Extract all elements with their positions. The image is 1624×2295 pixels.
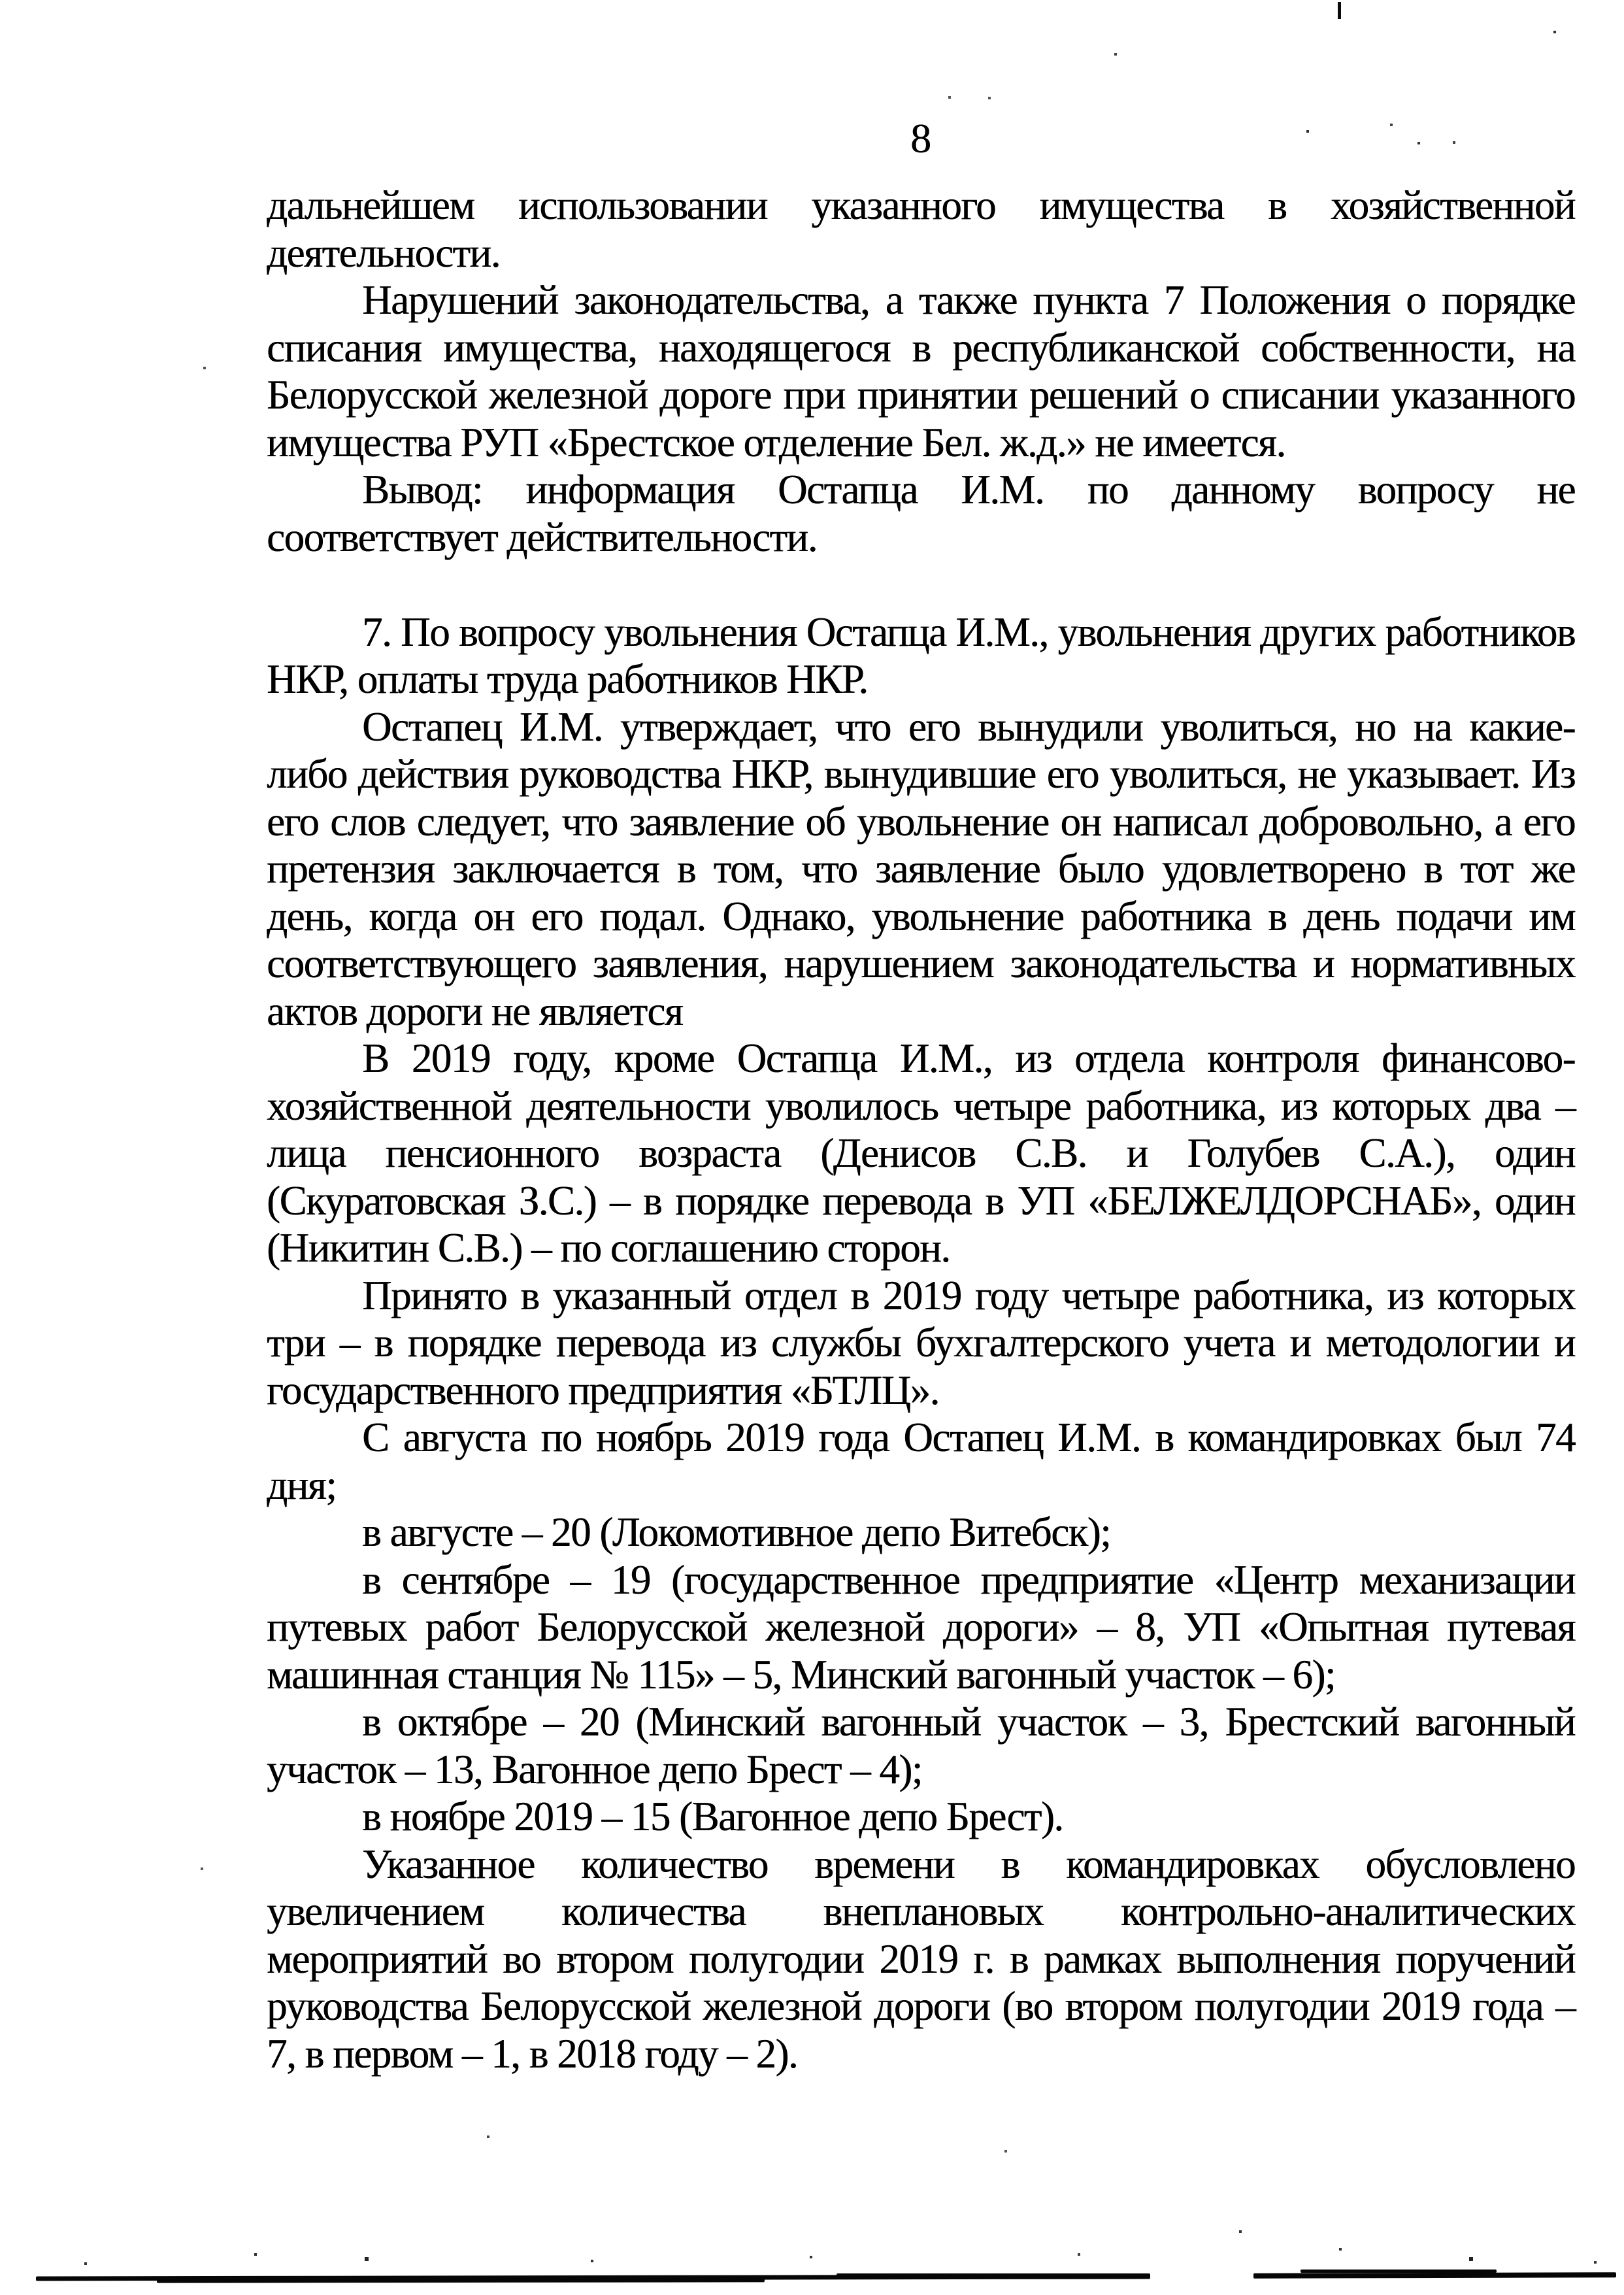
scan-artifact-bottom-line: [837, 2273, 1150, 2277]
paragraph: дальнейшем использовании указанного имущества в хозяйственной деятельности.: [267, 182, 1575, 276]
scan-artifact-speckles: [0, 0, 1, 1]
paragraph: в октябре – 20 (Минский вагонный участок – 3, Брестский вагонный участок – 13, Вагонное депо Брест – 4);: [267, 1699, 1575, 1792]
paragraph: Нарушений законодательства, а также пункта 7 Положения о порядке списания имущества, находящегося в республиканской собственности, на Белорусской железной дороге при принятии решений о списании указанного имущества РУП «Брестское отделение Бел. ж.д.» не имеется.: [267, 277, 1575, 465]
paragraph: в сентябре – 19 (государственное предприятие «Центр механизации путевых работ Белорусской железной дороги» – 8, УП «Опытная путевая машинная станция № 115» – 5, Минский вагонный участок – 6);: [267, 1556, 1575, 1698]
scan-artifact-tick: [1338, 2, 1341, 19]
paragraph: в ноябре 2019 – 15 (Вагонное депо Брест).: [362, 1794, 1063, 1839]
paragraph: Вывод: информация Остапца И.М. по данному вопросу не соответствует действительности.: [267, 467, 1575, 560]
paragraph: Указанное количество времени в командировках обусловлено увеличением количества внеплановых контрольно-аналитических мероприятий во втором полугодии 2019 г. в рамках выполнения поручений руководства Белорусской железной дороги (во втором полугодии 2019 года – 7, в первом – 1, в 2018 году – 2).: [267, 1841, 1575, 2077]
page-number: 8: [910, 115, 931, 161]
paragraph: Остапец И.М. утверждает, что его вынудили уволиться, но на какие-либо действия руководства НКР, вынудившие его уволиться, не указывает. Из его слов следует, что заявление об увольнение он написал добровольно, а его претензия заключается в том, что заявление было удовлетворено в тот же день, когда он его подал. Однако, увольнение работника в день подачи им соответствующего заявления, нарушением законодательства и нормативных актов дороги не является: [267, 703, 1575, 1034]
scan-artifact-bottom-line: [157, 2279, 765, 2283]
paragraph: 7. По вопросу увольнения Остапца И.М., увольнения других работников НКР, оплаты труда работников НКР.: [267, 609, 1575, 702]
paragraph: в августе – 20 (Локомотивное депо Витебск);: [362, 1509, 1111, 1555]
paragraph: Принято в указанный отдел в 2019 году четыре работника, из которых три – в порядке перевода из службы бухгалтерского учета и методологии и государственного предприятия «БТЛЦ».: [267, 1272, 1575, 1413]
scan-artifact-bottom-line: [1301, 2270, 1497, 2273]
document-body: [267, 182, 1575, 2077]
paragraph: С августа по ноябрь 2019 года Остапец И.М. в командировках был 74 дня;: [267, 1415, 1575, 1508]
scan-artifact-bottom-line: [1253, 2272, 1616, 2278]
paragraph: В 2019 году, кроме Остапца И.М., из отдела контроля финансово-хозяйственной деятельности уволилось четыре работника, из которых два – лица пенсионного возраста (Денисов С.В. и Голубев С.А.), один (Скуратовская З.С.) – в порядке перевода в УП «БЕЛЖЕЛДОРСНАБ», один (Никитин С.В.) – по соглашению сторон.: [267, 1035, 1575, 1271]
